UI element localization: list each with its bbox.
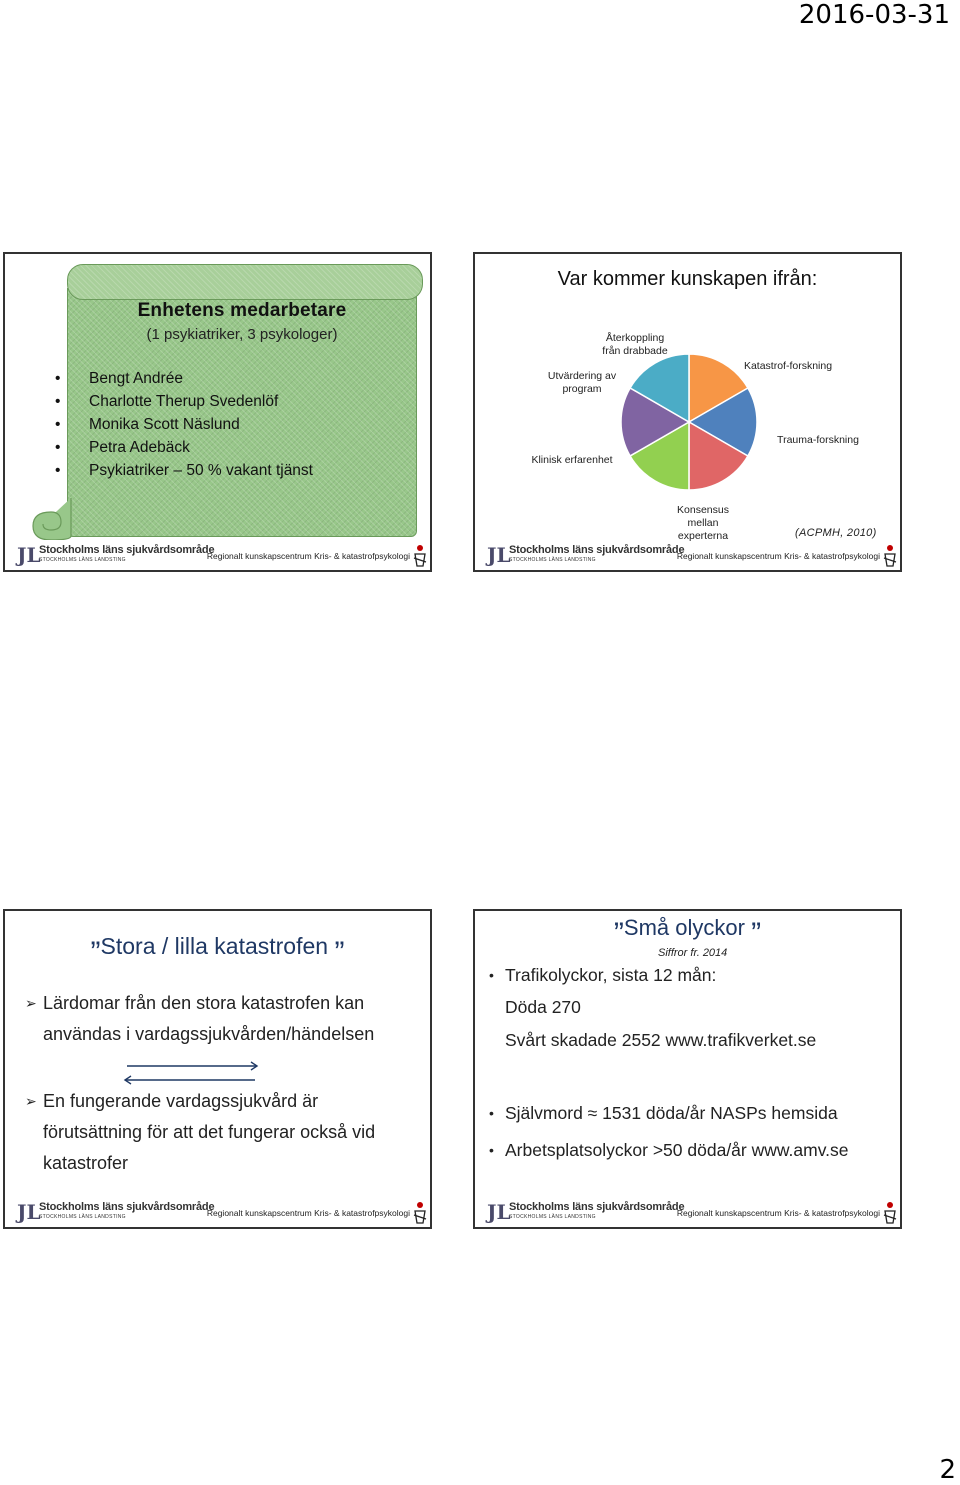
logo-mark-icon: JL [487, 543, 511, 567]
org-name: Stockholms läns sjukvårdsområde [39, 1201, 215, 1213]
disaster-point: ➢ Lärdomar från den stora katastrofen kan användas i vardagssjukvården/händelsen [25, 988, 374, 1050]
footer-center-text: Regionalt kunskapscentrum Kris- & katastrofpsykologi [676, 1208, 880, 1218]
accident-line: Självmord ≈ 1531 döda/år NASPs hemsida [505, 1103, 838, 1123]
org-logo [17, 1200, 215, 1224]
accidents-title [475, 915, 900, 951]
emblem-icon [412, 1199, 428, 1225]
staff-member: • Monika Scott Näslund [41, 413, 417, 436]
chevron-right-icon: ➢ [25, 1093, 37, 1109]
slide-staff [3, 252, 432, 572]
logo-mark-icon: JL [17, 1200, 41, 1224]
slide-footer [5, 540, 430, 570]
staff-member: • Bengt Andrée [41, 367, 417, 390]
knowledge-title: Var kommer kunskapen ifrån: [557, 268, 818, 290]
scroll-banner [31, 260, 432, 540]
pie-label-klinisk: Klinisk erfarenhet [531, 454, 613, 466]
org-sub: STOCKHOLMS LÄNS LANDSTING [509, 1214, 596, 1220]
org-sub: STOCKHOLMS LÄNS LANDSTING [509, 557, 596, 563]
slide-big-small-disaster [3, 909, 432, 1229]
pie-label-konsensus: Konsensus mellan experterna [677, 504, 729, 542]
slide-footer [5, 1197, 430, 1227]
accident-line: Svårt skadade 2552 www.trafikverket.se [505, 1030, 817, 1050]
bullet-icon: • [489, 1105, 494, 1121]
emblem-icon [412, 542, 428, 568]
staff-title: Enhetens medarbetare [137, 300, 347, 321]
scroll-content [67, 300, 417, 482]
pie-label-katastrof: Katastrof-forskning [743, 360, 833, 372]
logo-mark-icon: JL [487, 1200, 511, 1224]
double-arrow-icon [123, 1061, 259, 1085]
accident-line: Trafikolyckor, sista 12 mån: [505, 965, 717, 985]
org-sub: STOCKHOLMS LÄNS LANDSTING [39, 557, 126, 563]
disaster-title-text: Stora / lilla katastrofen [100, 933, 329, 959]
quote-close: ” [751, 917, 762, 950]
org-name: Stockholms läns sjukvårdsområde [509, 544, 685, 556]
citation: (ACPMH, 2010) [795, 527, 877, 539]
pie-label-aterkoppling: Återkoppling från drabbade [602, 332, 668, 357]
org-logo [487, 1200, 685, 1224]
footer-center-text: Regionalt kunskapscentrum Kris- & katastrofpsykologi [206, 1208, 410, 1218]
slide-footer [475, 1197, 900, 1227]
staff-member: • Charlotte Therup Svedenlöf [41, 390, 417, 413]
accidents-title-text: Små olyckor [623, 915, 745, 940]
quote-close: ” [334, 936, 345, 969]
quote-open: ” [90, 936, 101, 969]
accident-line: Arbetsplatsolyckor >50 döda/år www.amv.se [505, 1140, 849, 1160]
emblem-icon [882, 542, 898, 568]
emblem-icon [882, 1199, 898, 1225]
scroll-curl-icon [31, 496, 77, 540]
accident-line: Döda 270 [505, 997, 581, 1017]
slide-small-accidents [473, 909, 902, 1229]
org-sub: STOCKHOLMS LÄNS LANDSTING [39, 1214, 126, 1220]
bullet-icon: • [489, 967, 494, 983]
org-name: Stockholms läns sjukvårdsområde [39, 544, 215, 556]
bullet-icon: • [489, 1142, 494, 1158]
pie-label-trauma: Trauma-forskning [777, 434, 859, 446]
slide-knowledge-sources [473, 252, 902, 572]
org-logo [487, 543, 685, 567]
footer-center-text: Regionalt kunskapscentrum Kris- & katastrofpsykologi [676, 551, 880, 561]
scroll-top-roll [67, 264, 423, 300]
page-date: 2016-03-31 [798, 0, 950, 30]
knowledge-pie-chart [475, 254, 902, 544]
quote-open: ” [613, 917, 624, 950]
staff-subtitle: (1 psykiatriker, 3 psykologer) [146, 326, 338, 343]
logo-mark-icon: JL [17, 543, 41, 567]
accidents-subtitle: Siffror fr. 2014 [658, 947, 728, 959]
chevron-right-icon: ➢ [25, 995, 37, 1011]
page-number: 2 [939, 1455, 956, 1485]
disaster-point: ➢ En fungerande vardagssjukvård är förutsättning för att det fungerar också vid katastrofer [25, 1086, 375, 1179]
footer-center-text: Regionalt kunskapscentrum Kris- & katastrofpsykologi [206, 551, 410, 561]
pie-label-utvardering: Utvärdering av program [547, 370, 617, 395]
org-name: Stockholms läns sjukvårdsområde [509, 1201, 685, 1213]
slide-footer [475, 540, 900, 570]
org-logo [17, 543, 215, 567]
staff-list [41, 367, 417, 482]
staff-member: • Psykiatriker – 50 % vakant tjänst [41, 459, 417, 482]
disaster-title [5, 933, 430, 970]
staff-member: • Petra Adebäck [41, 436, 417, 459]
